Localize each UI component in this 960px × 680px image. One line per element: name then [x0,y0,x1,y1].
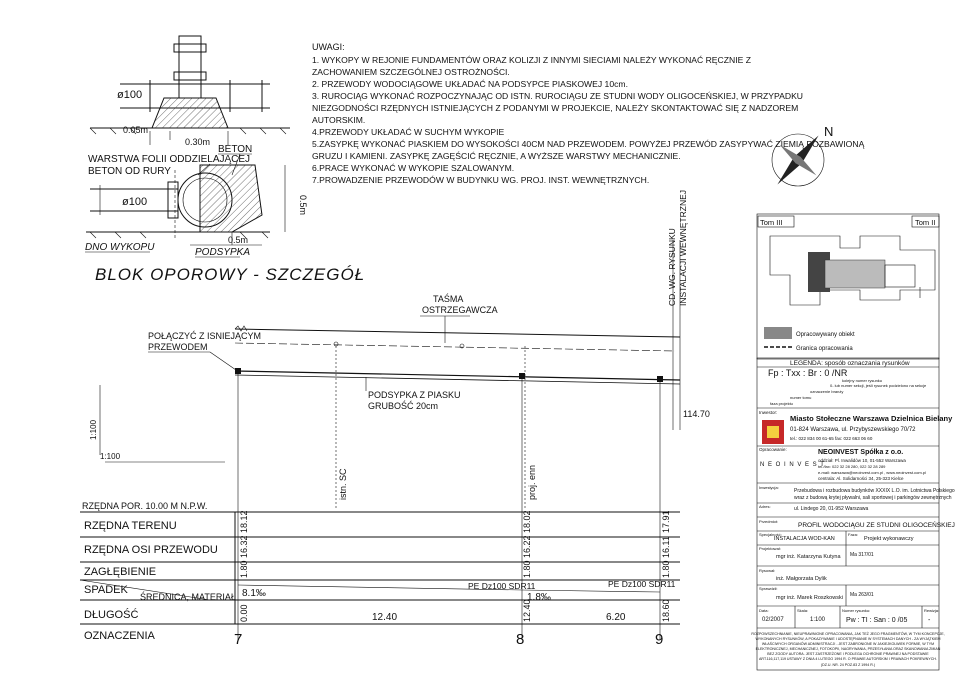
note-line: 1. WYKOPY W REJONIE FUNDAMENTÓW ORAZ KOLIZJI Z INNYMI SIECIAMI NALEŻY WYKONAĆ RĘCZNIE Z [312,55,751,65]
phase: Projekt wykonawczy [864,536,914,542]
invest-1: Przebudowa i rozbudowa budynków XXXIX L.O. im. Lotnictwa Polskiego [794,488,955,494]
row-length: DŁUGOŚĆ [84,609,139,621]
connect-label-1: POŁĄCZYĆ Z ISNIEJĄCYM [148,331,262,341]
tom2-label: Tom II [915,218,936,227]
key-plan [757,214,939,359]
st7-mark: 7 [234,631,243,648]
spec-label: Specjalność: [759,532,782,537]
checked-no: Ma 263/01 [850,592,874,598]
notes-heading: UWAGI: [312,42,345,52]
code-note: faza projektu [770,401,793,406]
st7-depth: 1.80 [239,560,249,578]
legend-obj-swatch [764,327,792,339]
detail-title: BLOK OPOROWY - SZCZEGÓŁ [95,265,366,284]
footer-line: ROZPOWSZECHNIANIE, NIEUPRAWNIONE OPRACOWANIA, JAK TEŻ JEGO FRAGMENTÓW, W TYM KONCEPCJE, [751,632,945,636]
note-line: 4.PRZEWODY UKŁADAĆ W SUCHYM WYKOPIE [312,127,505,137]
number-label: Numer rysunku: [842,608,871,613]
st8-dist: 12.40 [522,599,532,622]
elev-label: 114.70 [683,409,710,419]
pipe-line [235,371,680,380]
rev-label: Rewizja: [924,608,940,613]
continuation-2: INSTALACJI WEWNĘTRZNEJ [678,189,688,306]
dim-side: 0.5m [298,195,308,216]
company-line: e-mail: warszawa@neoinvest.com.pl , www.neoinvest.com.pl [818,470,926,475]
st9-mark: 9 [655,631,664,648]
st9-axis: 16.11 [661,536,671,558]
st9-depth: 1.80 [661,560,671,578]
note-line: AUTORSKIM. [312,115,366,125]
tom3-label: Tom III [760,218,783,227]
footer-line: WYKONANYCH RYSUNKÓW, A POKAZYWANIE I UDOSTĘPNIANIE W SYSTEMACH DANYCH - ZA WYJĄTKIEM [755,637,941,641]
slope-2: 1.8‰ [527,592,551,603]
code-note: kolejny numer rysunku [842,378,883,383]
footer-line: WŁAŚCIWYCH ORGANÓW ADMINISTRACJI - JEST ZABRONIONE W JAKIEJKOLWIEK FORMIE, W TYM [761,642,935,646]
note-line: 7.PROWADZENIE PRZEWODÓW W BUDYNKU WG. PROJ. INST. WEWNĘTRZNYCH. [312,175,650,185]
row-marks: OZNACZENIA [84,630,155,642]
pipe-1: PE Dz100 SDR11 [468,581,536,591]
st9-terrain: 17.91 [661,510,671,533]
compass [772,124,833,188]
footer-line: ART.116,117,119 USTAWY Z DNIA 4 LUTEGO 1994 R. O PRAWIE AUTORSKIM I PRAWACH POKREWNYCH. [759,657,937,661]
note-line: 5.ZASYPKĘ WYKONAĆ PIASKIEM DO WYSOKOŚCI 40CM NAD PRZEWODEM. POWYŻEJ PRZEWÓD ZASYPYWAĆ ZIEMIĄ POZBAWIONĄ [312,139,865,149]
checked: mgr inż. Marek Roszkowski [776,595,843,601]
designer-no: Ma 317/01 [850,552,874,558]
company-line: centrala: Al. Solidarności 34, 25-323 Kielce [818,476,904,481]
phi-top: ø100 [117,89,143,101]
notes [312,42,865,185]
len-1: 12.40 [372,612,398,623]
st9-dist: 18.60 [661,599,671,622]
st7-axis: 16.32 [239,535,249,558]
row-terrain: RZĘDNA TERENU [84,520,177,532]
scale-label: Skala: [797,608,809,613]
drawing-number: Pw : TI : San : 0 /05 [846,617,908,624]
company-line: oddział: Pl. Inwalidów 10, 01-552 Warszawa [818,458,906,463]
well-label: istn. SC [338,468,348,500]
checked-label: Sprawdził: [759,586,778,591]
subject: PROFIL WODOCIĄGU ZE STUDNI OLIGOCEŃSKIEJ [798,522,955,529]
company-logo: N E O I N V E S T [760,462,825,468]
title-block [751,358,955,670]
scale: 1:100 [810,617,826,623]
investor-3: tel.: 022 834 00 61-65 fax: 022 663 06 60 [790,436,873,441]
phase-label: Faza: [848,532,859,537]
code-line: Fp : Txx : Br : 0 /NR [768,368,848,378]
st8-terrain: 18.02 [522,510,532,533]
dim-030: 0.30m [185,137,211,147]
continuation-1: CD. WG. RYSUNKU [667,228,677,306]
author-label: Opracowanie: [759,447,787,452]
phi-bottom: ø100 [122,196,148,208]
footer-line: ELEKTRONICZNEJ, MECHANICZNEJ, FOTOKOPII, NAGRYWANIA, PRZESYŁANIA ORAZ SKANOWANIA ZMIAN [755,647,941,651]
st7-terrain: 18.12 [239,510,249,533]
investor-1: Miasto Stołeczne Warszawa Dzielnica Bielany [790,414,953,423]
code-note: numer tomu [790,395,812,400]
invest-label: Inwestycja: [759,485,779,490]
scale-vertical: 1:100 [89,419,98,440]
dim-05m: 0.5m [228,235,249,245]
bedding-label-2: GRUBOŚĆ 20cm [368,401,439,411]
scale-horizontal: 1:100 [100,452,121,461]
designer-label: Projektował: [759,546,781,551]
row-slope: SPADEK [84,584,128,596]
slope-1: 8.1‰ [242,588,266,599]
beton-label: BETON [218,144,253,155]
foil-label-1: WARSTWA FOLII ODDZIELAJĄCEJ [88,154,251,165]
tape-label-1: TAŚMA [433,294,464,304]
row-diameter: ŚREDNICA, MATERIAŁ [140,592,236,602]
pipe-2: PE Dz100 SDR11 [608,579,676,589]
note-line: 2. PRZEWODY WODOCIĄGOWE UKŁADAĆ NA PODSYPCE PIASKOWEJ 10cm. [312,79,628,89]
drew: inż. Małgorzata Dylik [776,576,827,582]
date: 02/2007 [762,617,784,623]
legend-border: Granica opracowania [796,346,853,352]
address-label: Adres: [759,504,771,509]
investor-2: 01-824 Warszawa, ul. Przybyszewskiego 70/72 [790,427,916,433]
st8-mark: 8 [516,631,525,648]
terrain-line [235,329,680,337]
foil-label-2: BETON OD RURY [88,166,171,177]
row-axis: RZĘDNA OSI PRZEWODU [84,544,218,556]
footer-line: (DZ.U. NR. 24 POZ.83 Z 1994 R.) [820,663,876,667]
date-label: Data: [759,608,769,613]
row-depth: ZAGŁĘBIENIE [84,566,157,578]
note-line: GRUZU I KAMIENI. ZASYPKĘ ZAGĘŚCIĆ RĘCZNIE, A WYŻSZE WARSTWY MECHANICZNIE. [312,151,681,161]
code-note: 0- lub numer sekcji, jeśli rysunek podzielono na sekcje [830,383,927,388]
code-note: oznaczenie branży [810,389,844,394]
st8-depth: 1.80 [522,560,532,578]
north-label: N [824,124,834,139]
investor-label: Inwestor: [759,410,778,415]
invest-2: wraz z budową krytej pływalni, sali sportowej i parkingów zewnętrznych [794,495,952,501]
note-line: 6.PRACE WYKONAĆ W WYKOPIE SZALOWANYM. [312,163,515,173]
trench-bottom-label: DNO WYKOPU [85,242,155,253]
company-line: tel./fax: 022 32 28 280, 022 32 28 289 [818,464,886,469]
dim-005: 0.05m [122,125,148,135]
legend-obj: Opracowywany obiekt [796,332,855,338]
st7-dist: 0.00 [239,604,249,622]
subject-label: Przedmiot: [759,519,779,524]
connect-label-2: PRZEWODEM [148,342,208,352]
proj-label: proj. enn [527,464,537,500]
len-2: 6.20 [606,612,626,623]
revision: - [928,617,931,624]
note-line: NIEZGODNOŚCI RZĘDNYCH ISTNIEJĄCYCH Z PODANYMI W PROJEKCIE, NALEŻY SKONTAKTOWAĆ SIĘ Z NADZOREM [312,103,799,113]
address: ul. Lindego 20, 01-952 Warszawa [794,506,869,512]
bedding-label-1: PODSYPKA Z PIASKU [368,390,461,400]
bedding-label: PODSYPKA [195,247,251,258]
profile [80,190,710,648]
tape-label-2: OSTRZEGAWCZA [422,305,498,315]
note-line: ZACHOWANIEM SZCZEGÓLNEJ OSTROŻNOŚCI. [312,67,510,77]
st8-axis: 16.22 [522,535,532,558]
designer: mgr inż. Katarzyna Kutyna [776,554,841,560]
datum-label: RZĘDNA POR. 10.00 M N.P.W. [82,501,208,511]
note-line: 3. RUROCIĄG WYKONAĆ ROZPOCZYNAJĄC OD ISTN. RUROCIĄGU ZE STUDNI WODY OLIGOCEŃSKIEJ, W PRZYPADKU [312,91,804,101]
vertical-pipe [179,36,201,98]
footer-line: BEZ ZGODY AUTORA. JEST ZASTRZEŻONE I PODLEGA OCHRONIE PRAWNEJ NA PODSTAWIE [767,652,929,656]
drew-label: Rysował: [759,568,776,573]
thrust-block-front [200,165,262,232]
legend-title: LEGENDA: sposób oznaczania rysunków [790,360,910,367]
spec: INSTALACJA WOD-KAN [774,536,835,542]
company-name: NEOINVEST Spółka z o.o. [818,449,904,456]
